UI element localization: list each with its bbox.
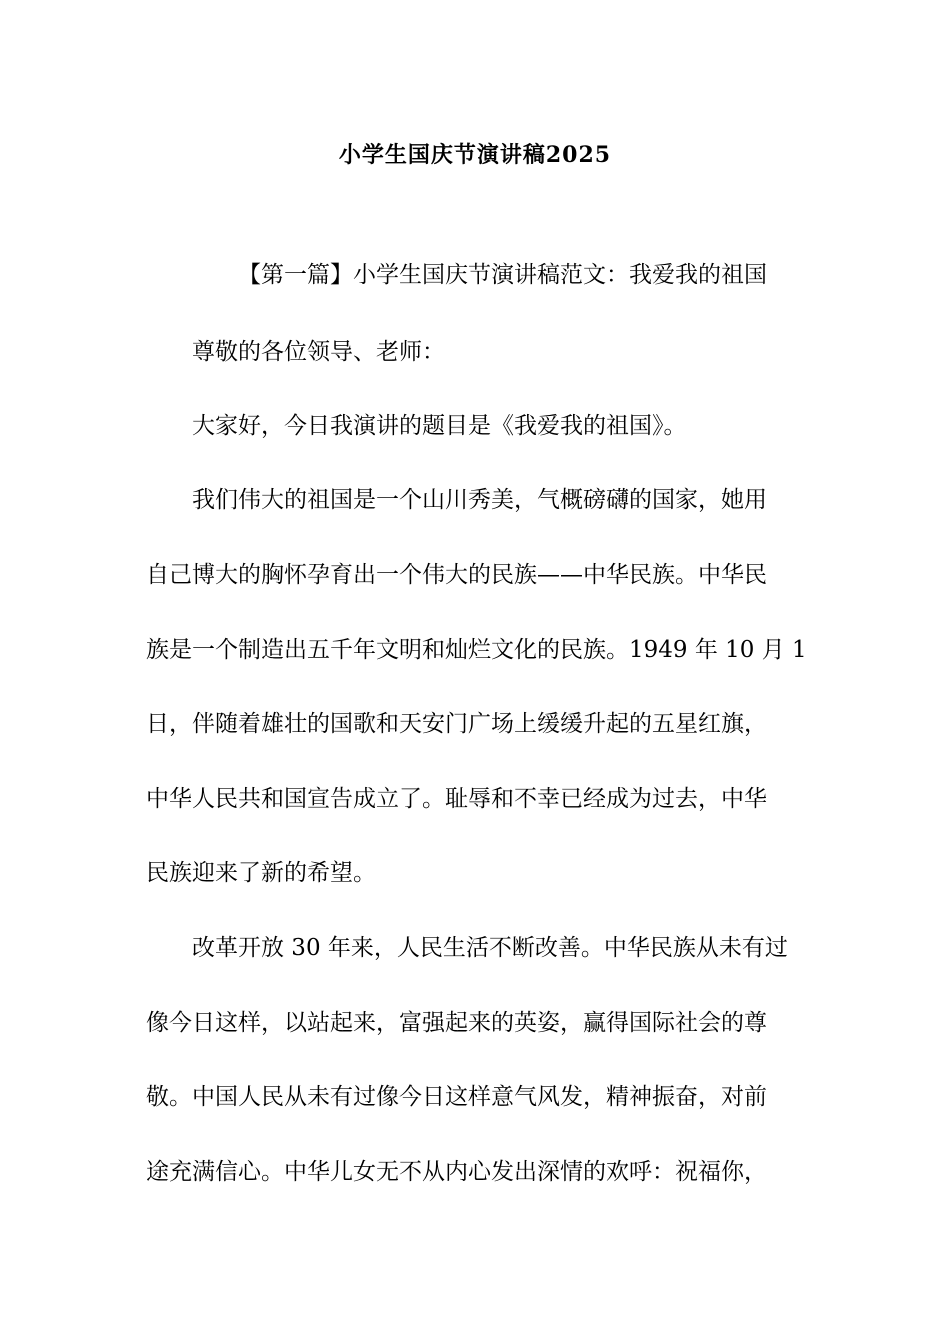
text-line: 日，伴随着雄壮的国歌和天安门广场上缓缓升起的五星红旗， (146, 711, 767, 737)
text-line: 民族迎来了新的希望。 (146, 860, 376, 886)
text-line: 像今日这样，以站起来，富强起来的英姿，赢得国际社会的尊 (146, 1010, 767, 1036)
text-line: 族是一个制造出五千年文明和灿烂文化的民族。1949 年 10 月 1 (146, 637, 807, 663)
text-line: 我们伟大的祖国是一个山川秀美，气概磅礴的国家，她用 (192, 487, 767, 513)
text-line: 自己博大的胸怀孕育出一个伟大的民族——中华民族。中华民 (146, 562, 767, 588)
text-line: 中华人民共和国宣告成立了。耻辱和不幸已经成为过去，中华 (146, 786, 767, 812)
document-title: 小学生国庆节演讲稿2025 (338, 142, 612, 168)
text-line: 途充满信心。中华儿女无不从内心发出深情的欢呼：祝福你， (146, 1159, 767, 1185)
section-heading: 【第一篇】小学生国庆节演讲稿范文：我爱我的祖国 (238, 262, 767, 288)
text-line-salutation: 尊敬的各位领导、老师： (192, 339, 445, 365)
text-line-greeting: 大家好，今日我演讲的题目是《我爱我的祖国》。 (192, 413, 687, 439)
text-line: 敬。中国人民从未有过像今日这样意气风发，精神振奋，对前 (146, 1084, 767, 1110)
text-line: 改革开放 30 年来，人民生活不断改善。中华民族从未有过 (192, 935, 788, 961)
